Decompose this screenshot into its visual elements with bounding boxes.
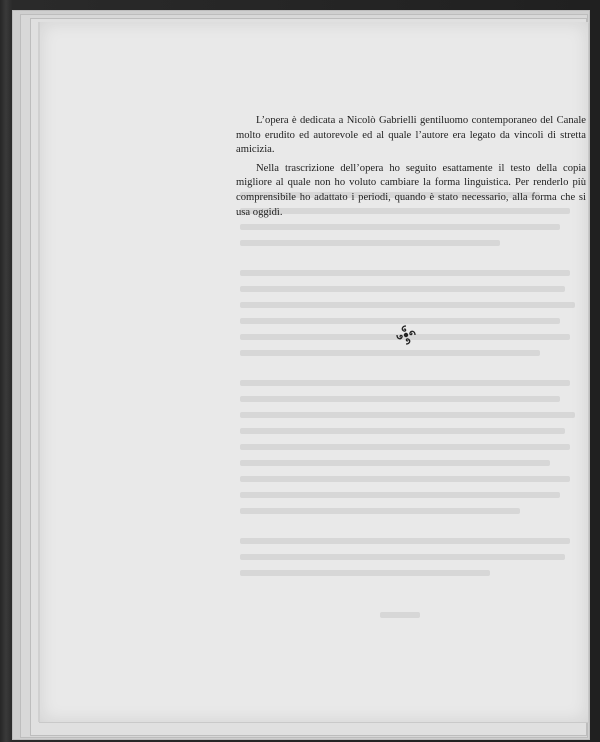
main-text [236, 114, 586, 224]
paragraph-transcription: Nella trascrizione dell’opera ho seguito esattamente il testo della copia migliore al quale non ho voluto cambiare la forma linguistica. Per renderlo più comprensibile ho adattato i periodi, quando è stato necessario, alla forma che si usa oggidì. [236, 162, 586, 218]
show-through-text [240, 192, 580, 632]
paragraph-dedication: L’opera è dedicata a Nicolò Gabrielli gentiluomo contemporaneo del Canale molto erudito ed autorevole ed al quale l’autore era legato da vincoli di stretta amicizia. [236, 115, 586, 156]
fleuron-icon [395, 324, 417, 346]
book-page [38, 22, 588, 722]
